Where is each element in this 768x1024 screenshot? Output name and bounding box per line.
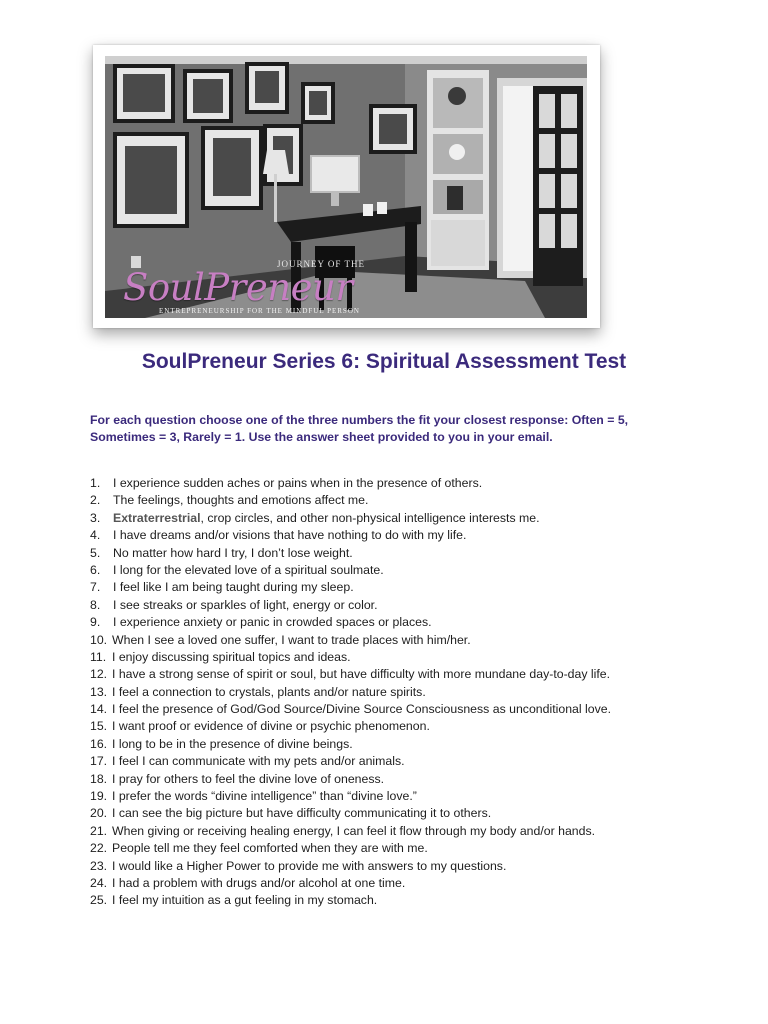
question-number: 13. [90, 684, 108, 699]
question-item [90, 875, 730, 892]
question-item [90, 649, 730, 666]
question-text: I feel I can communicate with my pets and/or animals. [112, 754, 405, 769]
question-item [90, 753, 730, 770]
question-number: 22. [90, 841, 108, 856]
question-number: 9. [90, 615, 101, 630]
question-item [90, 562, 730, 579]
question-text: I feel my intuition as a gut feeling in my stomach. [112, 893, 378, 908]
question-text: I have dreams and/or visions that have nothing to do with my life. [113, 528, 467, 543]
question-item [90, 840, 730, 857]
question-text: I see streaks or sparkles of light, energy or color. [113, 597, 378, 612]
question-number: 7. [90, 580, 101, 595]
question-item [90, 510, 730, 527]
question-number: 15. [90, 719, 108, 734]
question-number: 20. [90, 806, 108, 821]
question-item [90, 788, 730, 805]
question-item [90, 736, 730, 753]
question-item [90, 684, 730, 701]
question-number: 19. [90, 789, 108, 804]
question-number: 8. [90, 597, 101, 612]
question-number: 12. [90, 667, 108, 682]
question-text: I would like a Higher Power to provide me with answers to my questions. [112, 858, 507, 873]
question-number: 21. [90, 823, 108, 838]
question-item [90, 858, 730, 875]
page-title: SoulPreneur Series 6: Spiritual Assessment Test [141, 350, 627, 373]
question-number: 1. [90, 476, 101, 490]
question-item [90, 475, 730, 492]
question-number: 25. [90, 893, 108, 908]
question-list [90, 475, 730, 910]
question-text: The feelings, thoughts and emotions affect me. [113, 493, 369, 508]
question-text: I feel like I am being taught during my sleep. [113, 580, 354, 595]
brand-logo-text: SoulPreneur [123, 266, 353, 309]
question-text: I enjoy discussing spiritual topics and ideas. [112, 649, 351, 664]
question-number: 23. [90, 858, 108, 873]
question-item [90, 614, 730, 631]
question-text: I long for the elevated love of a spiritual soulmate. [113, 562, 384, 577]
question-text: When giving or receiving healing energy, I can feel it flow through my body and/or hands. [112, 823, 596, 838]
question-text: I prefer the words “divine intelligence” than “divine love.” [112, 789, 417, 804]
question-number: 5. [90, 545, 101, 560]
brand-small-text: JOURNEY OF THE [276, 259, 365, 269]
question-text: I want proof or evidence of divine or psychic phenomenon. [112, 719, 430, 734]
header-image-frame [93, 45, 600, 328]
question-text: I feel a connection to crystals, plants and/or nature spirits. [112, 684, 426, 699]
question-text: I experience sudden aches or pains when in the presence of others. [113, 476, 483, 490]
question-item [90, 527, 730, 544]
question-item [90, 597, 730, 614]
question-number: 24. [90, 875, 108, 890]
question-number: 17. [90, 754, 108, 769]
question-text: People tell me they feel comforted when they are with me. [112, 841, 428, 856]
question-item [90, 701, 730, 718]
office-photo [105, 56, 587, 318]
question-number: 6. [90, 562, 101, 577]
question-item [90, 805, 730, 822]
brand-tagline: ENTREPRENEURSHIP FOR THE MINDFUL PERSON [159, 307, 360, 315]
question-text: I can see the big picture but have difficulty communicating it to others. [112, 806, 492, 821]
question-text: When I see a loved one suffer, I want to trade places with him/her. [112, 632, 471, 647]
question-number: 11. [90, 649, 107, 664]
instructions: For each question choose one of the three numbers the fit your closest response: Often = 5, Sometimes = 3, Rarely = 1. Use the answer sheet provided to you in your email. [90, 413, 629, 444]
question-item [90, 632, 730, 649]
question-text: I long to be in the presence of divine beings. [112, 736, 353, 751]
question-text: I pray for others to feel the divine love of oneness. [112, 771, 385, 786]
question-emphasis: Extraterrestrial [113, 510, 201, 525]
question-item [90, 718, 730, 735]
question-item [90, 492, 730, 509]
question-number: 4. [90, 528, 101, 543]
question-number: 10. [90, 632, 108, 647]
question-text: , crop circles, and other non-physical intelligence interests me. [200, 510, 540, 525]
question-item [90, 579, 730, 596]
question-item [90, 892, 730, 909]
question-number: 3. [90, 510, 101, 525]
question-text: I feel the presence of God/God Source/Divine Source Consciousness as unconditional love. [112, 702, 611, 717]
question-number: 18. [90, 771, 108, 786]
question-item [90, 545, 730, 562]
question-number: 14. [90, 702, 108, 717]
question-text: I experience anxiety or panic in crowded spaces or places. [113, 615, 432, 630]
question-text: I had a problem with drugs and/or alcohol at one time. [112, 875, 406, 890]
question-item [90, 666, 730, 683]
question-item [90, 771, 730, 788]
question-text: No matter how hard I try, I don’t lose weight. [113, 545, 353, 560]
question-number: 16. [90, 736, 108, 751]
question-number: 2. [90, 493, 101, 508]
question-text: I have a strong sense of spirit or soul, but have difficulty with more mundane day-to-day life. [112, 667, 611, 682]
question-item [90, 823, 730, 840]
